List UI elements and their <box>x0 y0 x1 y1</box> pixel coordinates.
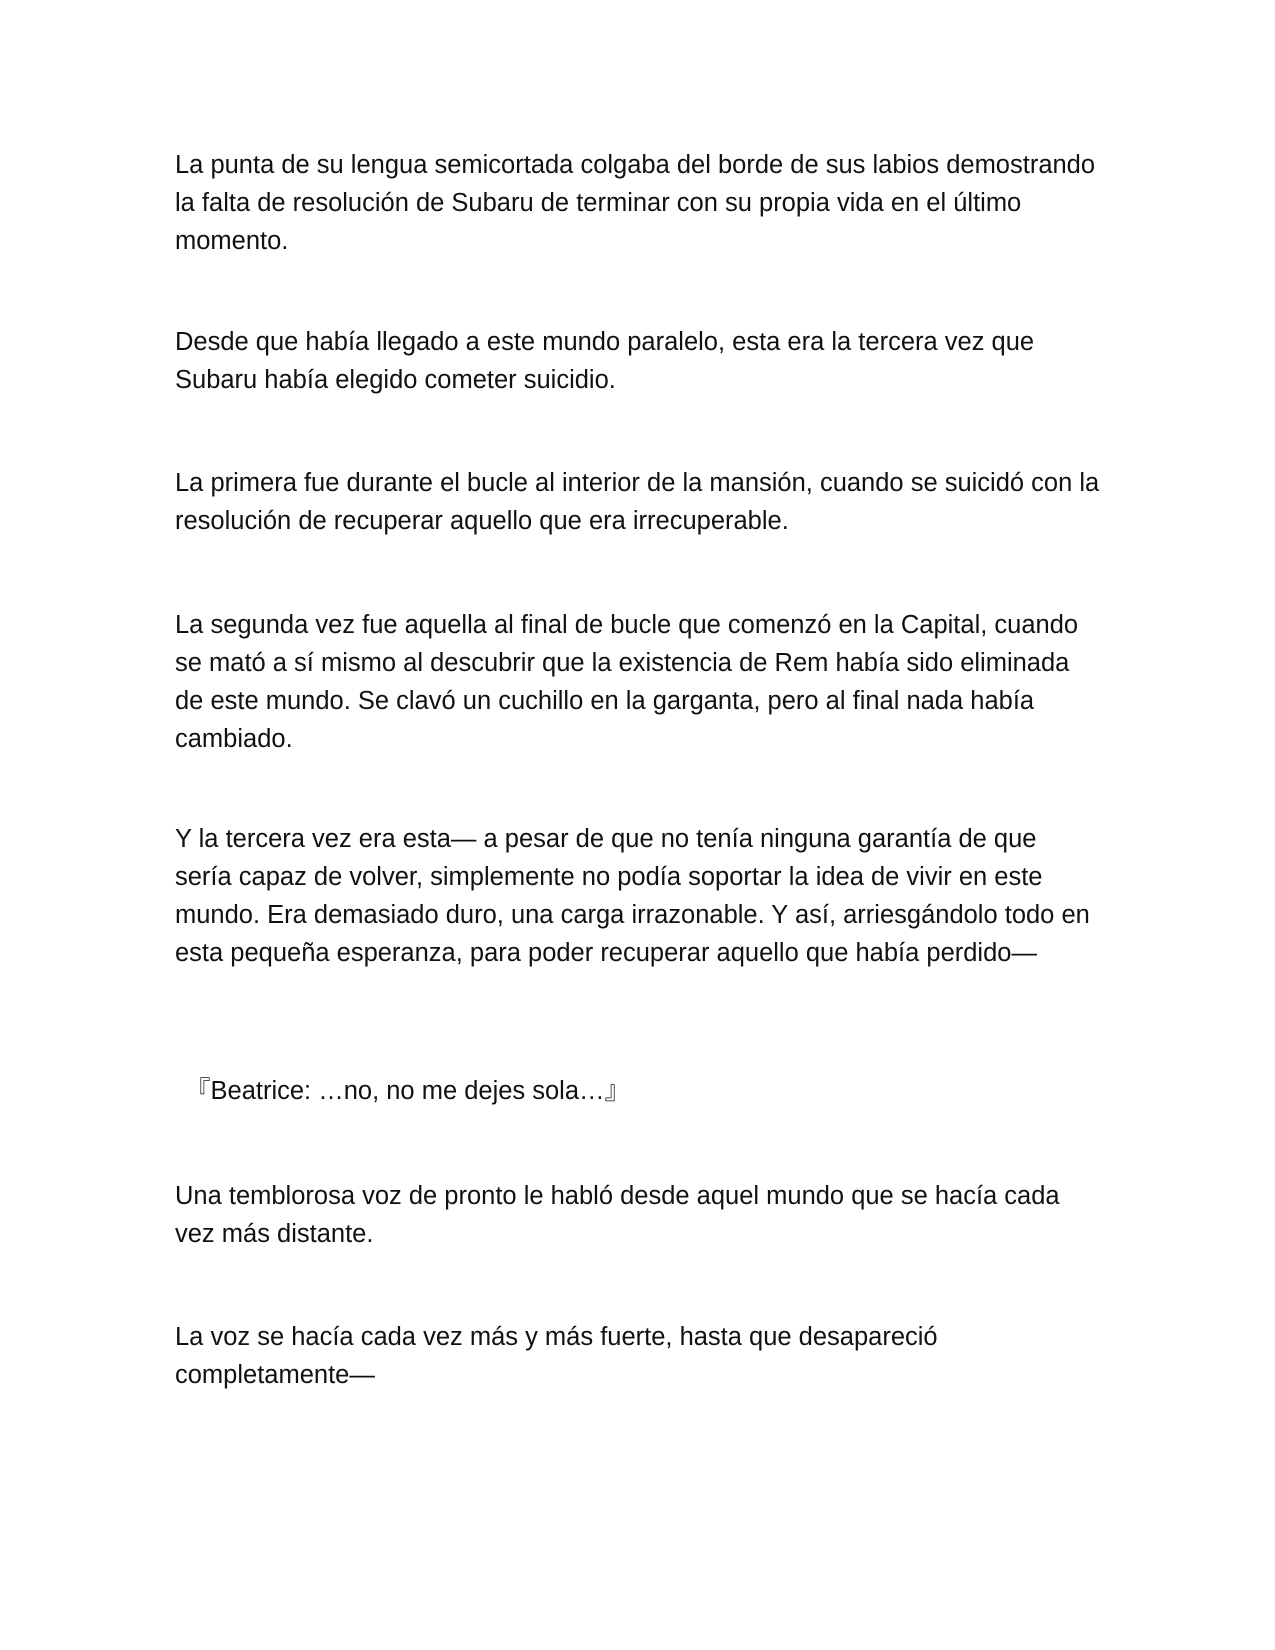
dialogue-line: 『Beatrice: …no, no me dejes sola…』 <box>185 1077 631 1105</box>
paragraph-5: Y la tercera vez era esta— a pesar de que no tenía ninguna garantía de que sería capaz de volver, simplemente no podía soportar la idea de vivir en este mundo. Era demasiado duro, una carga irrazonable. Y así, arriesgándolo todo en esta pequeña esperanza, para poder recuperar aquello que había perdido— <box>175 825 1090 967</box>
paragraph-4: La segunda vez fue aquella al final de bucle que comenzó en la Capital, cuando se mató a sí mismo al descubrir que la existencia de Rem había sido eliminada de este mundo. Se clavó un cuchillo en la garganta, pero al final nada había cambiado. <box>175 611 1079 753</box>
paragraph-2: Desde que había llegado a este mundo paralelo, esta era la tercera vez que Subaru había elegido cometer suicidio. <box>175 328 1035 394</box>
paragraph-6: Una temblorosa voz de pronto le habló desde aquel mundo que se hacía cada vez más distante. <box>175 1182 1060 1248</box>
paragraph-7: La voz se hacía cada vez más y más fuerte, hasta que desapareció completamente— <box>175 1323 938 1389</box>
paragraph-3: La primera fue durante el bucle al interior de la mansión, cuando se suicidó con la resolución de recuperar aquello que era irrecuperable. <box>175 469 1100 535</box>
paragraph-1: La punta de su lengua semicortada colgaba del borde de sus labios demostrando la falta de resolución de Subaru de terminar con su propia vida en el último momento. <box>175 151 1096 255</box>
